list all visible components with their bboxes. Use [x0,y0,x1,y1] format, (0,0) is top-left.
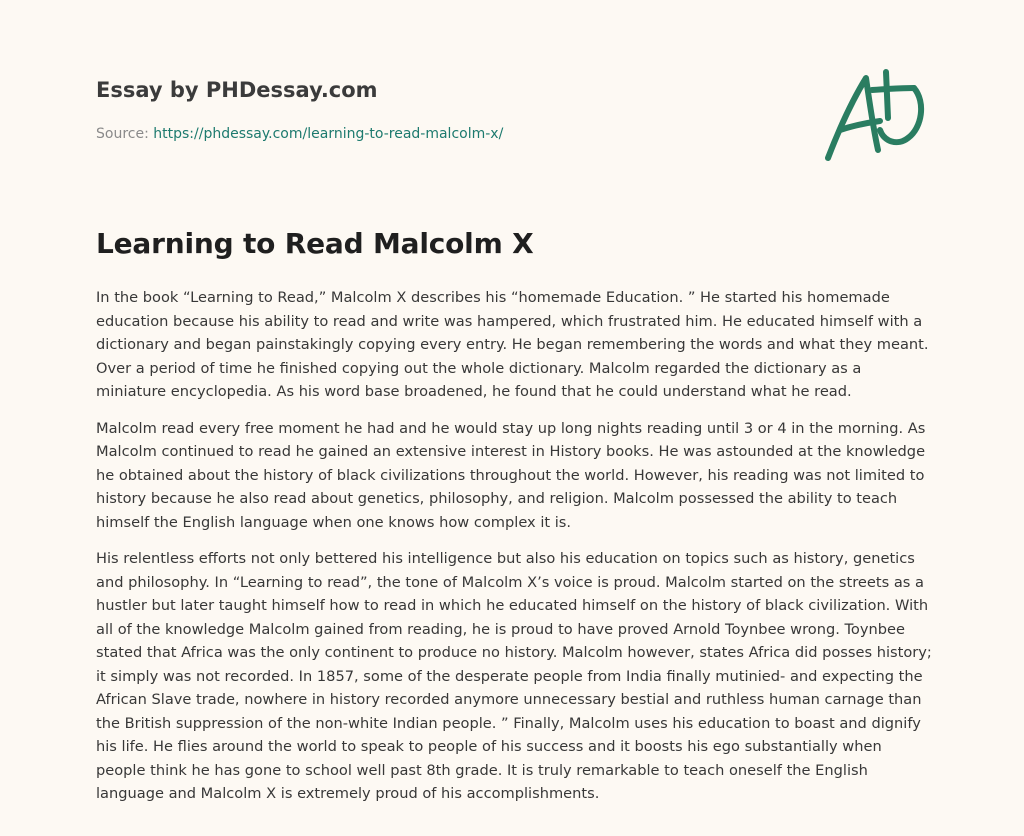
essay-body [96,286,934,819]
source-link[interactable]: https://phdessay.com/learning-to-read-malcolm-x/ [153,126,504,142]
essay-paragraph-3: His relentless efforts not only bettered his intelligence but also his education on topics such as history, genetics and philosophy. In “Learning to read”, the tone of Malcolm X’s voice is proud. Malcolm started on the streets as a hustler but later taught himself how to read in which he educated himself on the history of black civilization. With all of the knowledge Malcolm gained from reading, he is proud to have proved Arnold Toynbee wrong. Toynbee stated that Africa was the only continent to produce no history. Malcolm however, states Africa did posses history; it simply was not recorded. In 1857, some of the desperate people from India finally mutinied- and expecting the African Slave trade, nowhere in history recorded anymore unnecessary bestial and ruthless human carnage than the British suppression of the non-white Indian people. ” Finally, Malcolm uses his education to boast and dignify his life. He flies around the world to speak to people of his success and it boosts his ego substantially when people think he has gone to school well past 8th grade. It is truly remarkable to teach oneself the English language and Malcolm X is extremely proud of his accomplishments. [96,550,932,802]
essay-paragraph-2: Malcolm read every free moment he had and he would stay up long nights reading until 3 or 4 in the morning. As Malcolm continued to read he gained an extensive interest in History books. He was astounded at the knowledge he obtained about the history of black civilizations throughout the world. However, his reading was not limited to history because he also read about genetics, philosophy, and religion. Malcolm possessed the ability to teach himself the English language when one knows how complex it is. [96,419,926,531]
a-plus-logo-icon [818,66,930,168]
site-title: Essay by PHDessay.com [96,78,378,102]
source-line [96,124,796,144]
source-label: Source: [96,126,154,142]
page-header [96,76,796,144]
essay-paragraph-1: In the book “Learning to Read,” Malcolm X describes his “homemade Education. ” He started his homemade education because his ability to read and write was hampered, which frustrated him. He educated himself with a dictionary and began painstakingly copying every entry. He began remembering the words and what they meant. Over a period of time he finished copying out the whole dictionary. Malcolm regarded the dictionary as a miniature encyclopedia. As his word base broadened, he found that he could understand what he read. [96,289,929,400]
essay-title: Learning to Read Malcolm X [96,227,534,260]
